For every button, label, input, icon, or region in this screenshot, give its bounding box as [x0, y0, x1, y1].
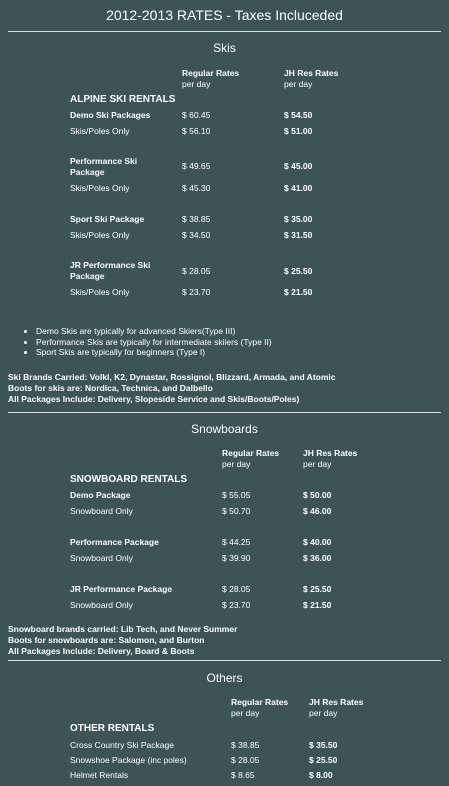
skis-row-jh: $ 45.00 — [284, 161, 313, 171]
others-row-jh: $ 25.50 — [309, 755, 338, 765]
snowboards-col-regular: Regular Rates — [222, 448, 280, 458]
others-category: OTHER RENTALS — [70, 723, 155, 734]
skis-row-regular: $ 34.50 — [182, 230, 211, 240]
skis-row-label: Skis/Poles Only — [70, 287, 130, 297]
snowboards-row-regular: $ 44.25 — [222, 537, 251, 547]
skis-category: ALPINE SKI RENTALS — [70, 94, 176, 105]
skis-col-jh-sub: per day — [284, 79, 313, 89]
skis-row-jh: $ 21.50 — [284, 287, 313, 297]
skis-row-jh: $ 41.00 — [284, 183, 313, 193]
bullet-item: • Demo Skis are typically for advanced Skiers(Type III) — [36, 326, 272, 337]
snowboard-boots-note: Boots for snowboards are: Salomon, and Burton — [8, 635, 205, 645]
skis-row-regular: $ 45.30 — [182, 183, 211, 193]
skis-row-regular: $ 49.65 — [182, 161, 211, 171]
snowboards-row-regular: $ 50.70 — [222, 506, 251, 516]
bullet-item: • Performance Skis are typically for intermediate skiiers (Type II) — [36, 337, 272, 348]
snowboards-row-label: Snowboard Only — [70, 506, 133, 516]
divider — [8, 412, 441, 413]
snowboards-row-regular: $ 55.05 — [222, 490, 251, 500]
skis-heading: Skis — [213, 41, 236, 55]
skis-row-regular: $ 28.05 — [182, 266, 211, 276]
others-row-label: Cross Country Ski Package — [70, 740, 174, 750]
ski-packages-note: All Packages Include: Delivery, Slopeside Service and Skis/Boots/Poles) — [8, 394, 300, 404]
skis-row-regular: $ 38.85 — [182, 214, 211, 224]
skis-row-jh: $ 31.50 — [284, 230, 313, 240]
others-col-regular-sub: per day — [231, 708, 260, 718]
skis-row-jh: $ 51.00 — [284, 126, 313, 136]
snowboards-col-jh-sub: per day — [303, 459, 332, 469]
snowboard-brands-note: Snowboard brands carried: Lib Tech, and Never Summer — [8, 624, 238, 634]
snowboards-row-jh: $ 36.00 — [303, 553, 332, 563]
ski-boots-note: Boots for skis are: Nordica, Technica, and Dalbello — [8, 383, 213, 393]
page-title: 2012-2013 RATES - Taxes Incluceded — [106, 7, 343, 23]
divider — [8, 31, 441, 32]
others-row-jh: $ 8.00 — [309, 770, 333, 780]
snowboards-category: SNOWBOARD RENTALS — [70, 474, 188, 485]
skis-col-regular-sub: per day — [182, 79, 211, 89]
skis-row-jh: $ 25.50 — [284, 266, 313, 276]
snowboards-row-jh: $ 40.00 — [303, 537, 332, 547]
snowboards-row-label: Demo Package — [70, 490, 131, 500]
snowboards-col-regular-sub: per day — [222, 459, 251, 469]
skis-row-jh: $ 35.00 — [284, 214, 313, 224]
snowboards-row-label: Snowboard Only — [70, 553, 133, 563]
snowboards-row-jh: $ 46.00 — [303, 506, 332, 516]
snowboards-row-regular: $ 39.90 — [222, 553, 251, 563]
snowboards-row-jh: $ 50.00 — [303, 490, 332, 500]
others-row-label: Snowshoe Package (inc poles) — [70, 755, 187, 765]
snowboards-row-regular: $ 28.05 — [222, 584, 251, 594]
others-row-regular: $ 38.85 — [231, 740, 260, 750]
snowboards-row-jh: $ 21.50 — [303, 600, 332, 610]
skis-row-regular: $ 56.10 — [182, 126, 211, 136]
snowboards-col-jh: JH Res Rates — [303, 448, 358, 458]
others-col-jh-sub: per day — [309, 708, 338, 718]
others-row-regular: $ 28.05 — [231, 755, 260, 765]
snowboards-row-label: Performance Package — [70, 537, 159, 547]
ski-type-bullets — [22, 326, 272, 358]
snowboard-packages-note: All Packages Include: Delivery, Board & Boots — [8, 646, 195, 656]
snowboards-row-label: Snowboard Only — [70, 600, 133, 610]
skis-row-regular: $ 60.45 — [182, 110, 211, 120]
skis-row-jh: $ 54.50 — [284, 110, 313, 120]
skis-row-label: Demo Ski Packages — [70, 110, 151, 120]
skis-row-label: Sport Ski Package — [70, 214, 145, 224]
skis-row-label: Skis/Poles Only — [70, 183, 130, 193]
others-row-label: Helmet Rentals — [70, 770, 129, 780]
snowboards-heading: Snowboards — [191, 422, 258, 436]
skis-row-label: JR Performance Ski Package — [70, 260, 151, 281]
skis-col-regular: Regular Rates — [182, 68, 240, 78]
others-col-regular: Regular Rates — [231, 697, 289, 707]
others-row-regular: $ 8.65 — [231, 770, 255, 780]
divider — [8, 660, 441, 661]
skis-row-regular: $ 23.70 — [182, 287, 211, 297]
skis-row-label: Performance Ski Package — [70, 156, 138, 177]
skis-col-jh: JH Res Rates — [284, 68, 339, 78]
snowboards-row-jh: $ 25.50 — [303, 584, 332, 594]
others-heading: Others — [206, 671, 243, 685]
skis-row-label: Skis/Poles Only — [70, 126, 130, 136]
skis-row-label: Skis/Poles Only — [70, 230, 130, 240]
bullet-item: • Sport Skis are typically for beginners (Type I) — [36, 347, 272, 358]
snowboards-row-label: JR Performance Package — [70, 584, 173, 594]
others-row-jh: $ 35.50 — [309, 740, 338, 750]
ski-brands-note: Ski Brands Carried: Volkl, K2, Dynastar, Rossignol, Blizzard, Armada, and Atomic — [8, 372, 336, 382]
snowboards-row-regular: $ 23.70 — [222, 600, 251, 610]
others-col-jh: JH Res Rates — [309, 697, 364, 707]
